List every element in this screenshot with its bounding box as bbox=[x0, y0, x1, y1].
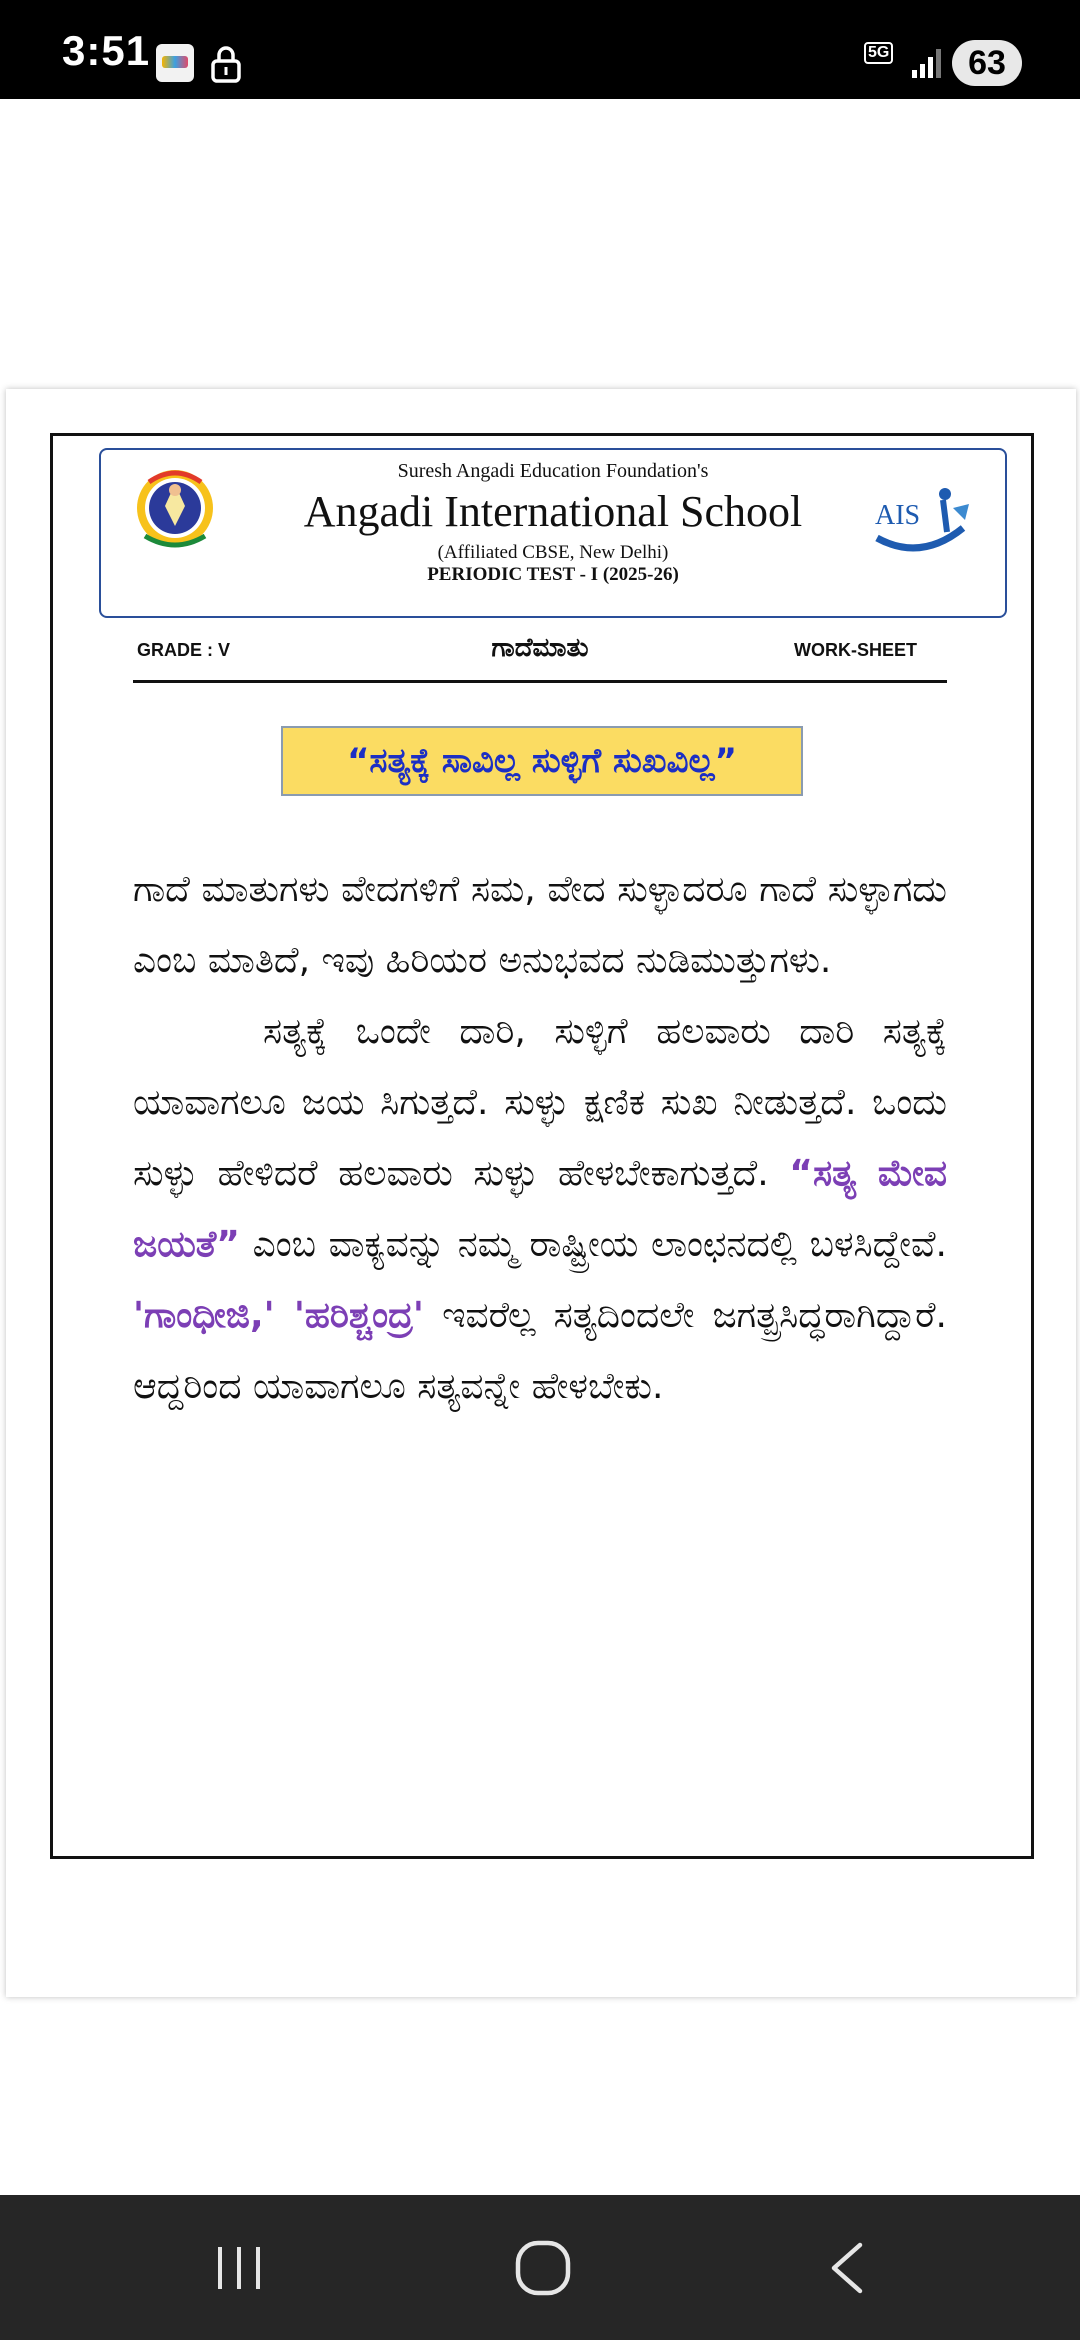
paragraph-2 bbox=[133, 996, 947, 1422]
status-time: 3:51 bbox=[62, 27, 151, 74]
foundation-name: Suresh Angadi Education Foundation's bbox=[397, 460, 709, 482]
worksheet-meta bbox=[133, 632, 947, 672]
divider bbox=[133, 680, 947, 683]
grade-label: GRADE : V bbox=[137, 640, 231, 660]
lock-icon bbox=[208, 44, 244, 84]
paragraph-2-part-2: ಎಂಬ ವಾಕ್ಯವನ್ನು ನಮ್ಮ ರಾಷ್ಟ್ರೀಯ ಲಾಂಛನದಲ್ಲಿ ಬಳಸಿದ್ದೇವೆ. bbox=[252, 1224, 947, 1265]
network-type: 5G bbox=[864, 42, 893, 64]
school-header bbox=[99, 448, 1007, 618]
recents-icon[interactable] bbox=[212, 2241, 266, 2295]
paragraph-1: ಗಾದೆ ಮಾತುಗಳು ವೇದಗಳಿಗೆ ಸಮ, ವೇದ ಸುಳ್ಳಾದರೂ ಗಾದೆ ಸುಳ್ಳಾಗದು ಎಂಬ ಮಾತಿದೆ, ಇವು ಹಿರಿಯರ ಅನುಭವದ ನುಡಿಮುತ್ತುಗಳು. bbox=[133, 869, 947, 981]
worksheet-label: WORK-SHEET bbox=[794, 640, 917, 660]
ais-logo-text: AIS bbox=[875, 500, 921, 531]
highlight-satyameva-jayate: “ಸತ್ಯ ಮೇವ ಜಯತೆ” bbox=[133, 1153, 947, 1265]
subject-title: ಗಾದೆಮಾತು bbox=[491, 632, 589, 662]
paragraph-2-part-1: ಸತ್ಯಕ್ಕೆ ಒಂದೇ ದಾರಿ, ಸುಳ್ಳಿಗೆ ಹಲವಾರು ದಾರಿ ಸತ್ಯಕ್ಕೆ ಯಾವಾಗಲೂ ಜಯ ಸಿಗುತ್ತದೆ. ಸುಳ್ಳು ಕ್ಷಣಿಕ ಸುಖ ನೀಡುತ್ತದೆ. ಒಂದು ಸುಳ್ಳು ಹೇಳಿದರೆ ಹಲವಾರು ಸುಳ್ಳು ಹೇಳಬೇಕಾಗುತ್ತದೆ. bbox=[133, 1011, 947, 1194]
app-notification-icon bbox=[156, 44, 194, 82]
document-page[interactable] bbox=[6, 389, 1076, 1997]
signal-icon bbox=[910, 46, 944, 80]
proverb-title: “ಸತ್ಯಕ್ಕೆ ಸಾವಿಲ್ಲ ಸುಳ್ಳಿಗೆ ಸುಖವಿಲ್ಲ” bbox=[281, 726, 803, 796]
page-border bbox=[50, 433, 1034, 1859]
school-name: Angadi International School bbox=[303, 487, 803, 536]
back-icon[interactable] bbox=[822, 2239, 872, 2297]
test-name: PERIODIC TEST - I (2025-26) bbox=[427, 564, 679, 585]
ais-logo-icon bbox=[871, 480, 981, 560]
document-viewer[interactable] bbox=[0, 99, 1080, 2195]
paragraph-2-part-3: ಇವರೆಲ್ಲ ಸತ್ಯದಿಂದಲೇ ಜಗತ್ಪ್ರಸಿದ್ಧರಾಗಿದ್ದಾರೆ. ಆದ್ದರಿಂದ ಯಾವಾಗಲೂ ಸತ್ಯವನ್ನೇ ಹೇಳಬೇಕು. bbox=[133, 1295, 947, 1407]
highlight-names: 'ಗಾಂಧೀಜಿ,' 'ಹರಿಶ್ಚಂದ್ರ' bbox=[133, 1295, 424, 1336]
essay-body bbox=[133, 854, 947, 1422]
battery-indicator: 63 bbox=[952, 40, 1022, 86]
network-indicator bbox=[862, 40, 900, 82]
navigation-bar bbox=[0, 2195, 1080, 2340]
status-bar bbox=[0, 0, 1080, 99]
affiliation: (Affiliated CBSE, New Delhi) bbox=[437, 542, 669, 563]
home-icon[interactable] bbox=[514, 2239, 572, 2297]
